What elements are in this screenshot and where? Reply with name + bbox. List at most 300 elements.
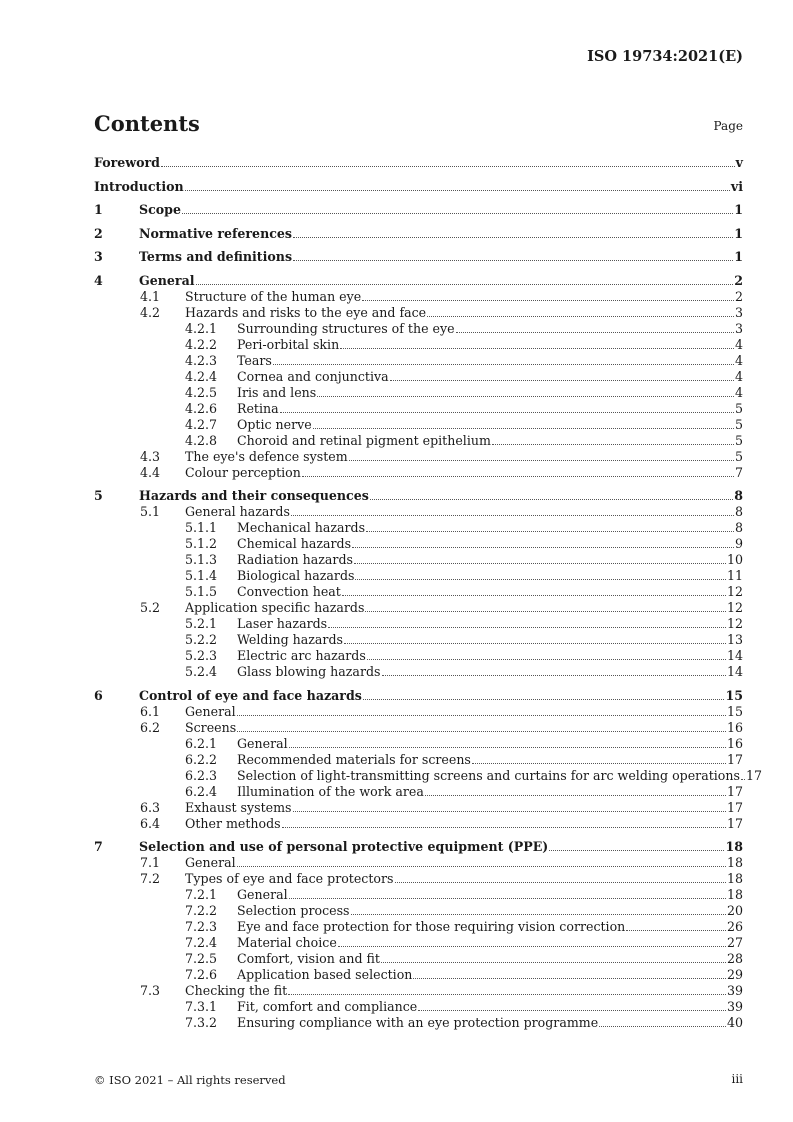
toc-entry[interactable] — [94, 155, 743, 171]
toc-entry-line — [237, 433, 743, 449]
toc-entry-number: 4 — [94, 272, 103, 288]
toc-entry-title: Ensuring compliance with an eye protection programme — [237, 1015, 599, 1030]
dot-leader — [355, 568, 726, 580]
toc-entry[interactable] — [94, 249, 743, 265]
toc-entry-page: 27 — [726, 935, 743, 950]
toc-entry-title: Biological hazards — [237, 568, 355, 583]
toc-entry-page: 15 — [726, 703, 743, 719]
toc-entry[interactable] — [94, 289, 743, 305]
toc-entry-number: 7.3 — [140, 983, 161, 998]
toc-entry-line — [237, 401, 743, 417]
toc-entry-line — [237, 1015, 743, 1031]
dot-leader — [237, 720, 726, 732]
toc-entry-title: Exhaust systems — [185, 799, 292, 815]
toc-entry[interactable] — [94, 887, 743, 903]
toc-entry-page: 17 — [726, 783, 743, 799]
toc-entry-page: 8 — [734, 520, 743, 535]
toc-entry-number: 6.2 — [140, 719, 161, 735]
toc-entry-title: Screens — [185, 719, 237, 735]
dot-leader — [418, 999, 726, 1011]
toc-entry-title: Scope — [139, 202, 181, 217]
toc-entry[interactable] — [94, 417, 743, 433]
toc-entry-title: General — [185, 703, 236, 719]
toc-entry-line — [237, 767, 762, 784]
toc-entry-line — [139, 226, 743, 242]
toc-entry-page: 1 — [734, 249, 743, 264]
toc-entry-page: 8 — [734, 488, 743, 503]
toc-entry-line — [94, 179, 743, 195]
toc-entry[interactable] — [94, 226, 743, 242]
toc-entry-page: 28 — [726, 951, 743, 966]
toc-entry-page: 2 — [734, 288, 743, 304]
toc-entry-title: Welding hazards — [237, 632, 343, 647]
dot-leader — [599, 1015, 726, 1027]
toc-entry-page: 17 — [726, 815, 743, 831]
toc-entry-number: 4.2.2 — [185, 336, 218, 352]
toc-entry-page: 29 — [726, 967, 743, 982]
toc-entry-line — [237, 919, 743, 935]
toc-entry-line — [237, 632, 743, 648]
dot-leader — [185, 179, 730, 191]
toc-entry[interactable] — [94, 967, 743, 983]
dot-leader — [626, 919, 726, 931]
toc-entry-page: 9 — [734, 536, 743, 551]
toc-entry-line — [237, 616, 743, 632]
toc-entry-line — [237, 999, 743, 1015]
dot-leader — [344, 632, 726, 644]
toc-entry[interactable] — [94, 983, 743, 999]
toc-entry[interactable] — [94, 720, 743, 736]
toc-entry-page: 12 — [726, 600, 743, 615]
toc-entry-number: 4.2.4 — [185, 368, 218, 384]
toc-entry[interactable] — [94, 202, 743, 218]
toc-entry[interactable] — [94, 767, 762, 784]
toc-entry[interactable] — [94, 871, 743, 887]
dot-leader — [366, 520, 734, 532]
toc-entry-number: 5.1.5 — [185, 584, 218, 599]
toc-entry-number: 5.2.4 — [185, 664, 218, 679]
toc-entry-line — [185, 600, 743, 616]
toc-entry[interactable] — [94, 273, 743, 289]
toc-entry-page: 2 — [734, 272, 743, 288]
toc-entry-page: 17 — [726, 799, 743, 815]
toc-entry-title: Checking the fit — [185, 983, 288, 998]
toc-entry-page: 16 — [726, 735, 743, 751]
toc-entry-page: 12 — [726, 616, 743, 631]
toc-entry-line — [237, 568, 743, 584]
dot-leader — [196, 273, 734, 285]
toc-entry-page: 15 — [725, 687, 743, 703]
toc-entry-number: 7.3.2 — [185, 1015, 218, 1030]
toc-entry-title: Chemical hazards — [237, 536, 352, 551]
toc-entry-number: 5.2 — [140, 600, 161, 615]
toc-entry-title: Control of eye and face hazards — [139, 687, 362, 703]
toc-entry-title: Comfort, vision and fit — [237, 951, 380, 966]
toc-entry[interactable] — [94, 385, 743, 401]
toc-entry[interactable] — [94, 688, 743, 704]
toc-entry-page: 17 — [745, 767, 762, 783]
toc-entry-title: Peri-orbital skin — [237, 336, 340, 352]
toc-entry-line — [237, 369, 743, 385]
toc-entry[interactable] — [94, 305, 743, 321]
toc-entry-number: 4.4 — [140, 464, 161, 480]
toc-entry-title: Fit, comfort and compliance — [237, 999, 418, 1014]
dot-leader — [367, 648, 726, 660]
dot-leader — [280, 401, 734, 413]
dot-leader — [161, 155, 735, 167]
toc-entry-line — [237, 337, 743, 353]
toc-entry-title: Eye and face protection for those requiring vision correction — [237, 919, 626, 934]
toc-entry-line — [237, 752, 743, 768]
dot-leader — [293, 800, 726, 812]
toc-entry-page: 14 — [726, 648, 743, 663]
toc-entry[interactable] — [94, 951, 743, 967]
dot-leader — [362, 289, 734, 301]
toc-entry-number: 7 — [94, 839, 103, 854]
toc-entry-page: 5 — [734, 432, 743, 448]
dot-leader — [472, 752, 726, 764]
toc-entry[interactable] — [94, 600, 743, 616]
toc-entry[interactable] — [94, 552, 743, 568]
toc-entry[interactable] — [94, 839, 743, 855]
dot-leader — [237, 704, 726, 716]
toc-entry-line — [185, 720, 743, 736]
toc-entry-number: 7.2.1 — [185, 887, 218, 902]
dot-leader — [352, 536, 734, 548]
toc-entry-line — [185, 800, 743, 816]
toc-entry[interactable] — [94, 664, 743, 680]
toc-entry[interactable] — [94, 536, 743, 552]
toc-entry-title: Selection of light-transmitting screens and curtains for arc welding operations — [237, 767, 740, 783]
toc-entry-page: vi — [730, 178, 743, 194]
toc-entry-number: 7.2 — [140, 871, 161, 886]
toc-entry-number: 4.2.7 — [185, 416, 218, 432]
toc-entry-line — [237, 648, 743, 664]
dot-leader — [237, 855, 726, 867]
toc-entry-page: 3 — [734, 320, 743, 336]
dot-leader — [365, 600, 726, 612]
toc-entry-page: 39 — [726, 999, 743, 1014]
dot-leader — [293, 249, 733, 261]
toc-entry-page: 8 — [734, 504, 743, 519]
toc-entry-title: Cornea and conjunctiva — [237, 368, 389, 384]
toc-entry-number: 5.2.3 — [185, 648, 218, 663]
footer-copyright: © ISO 2021 – All rights reserved — [94, 1073, 286, 1087]
toc-entry-line — [237, 736, 743, 752]
toc-entry[interactable] — [94, 999, 743, 1015]
toc-entry[interactable] — [94, 816, 743, 832]
toc-entry-title: General — [185, 855, 236, 870]
toc-entry-number: 5.1.3 — [185, 552, 218, 567]
toc-entry-page: 17 — [726, 751, 743, 767]
toc-entry-number: 6.3 — [140, 799, 161, 815]
dot-leader — [390, 369, 734, 381]
toc-entry-number: 7.2.6 — [185, 967, 218, 982]
toc-entry-page: 5 — [734, 400, 743, 416]
toc-entry-number: 7.2.3 — [185, 919, 218, 934]
toc-entry-number: 7.2.5 — [185, 951, 218, 966]
toc-entry[interactable] — [94, 919, 743, 935]
toc-entry-page: 13 — [726, 632, 743, 647]
toc-entry-title: Terms and definitions — [139, 249, 293, 264]
toc-entry[interactable] — [94, 488, 743, 504]
toc-entry-line — [237, 321, 743, 337]
toc-entry-page: 7 — [734, 464, 743, 480]
dot-leader — [302, 465, 734, 477]
toc-entry-line — [237, 584, 743, 600]
toc-entry-page: 18 — [726, 887, 743, 902]
toc-entry-title: Convection heat — [237, 584, 341, 599]
toc-entry[interactable] — [94, 179, 743, 195]
toc-entry-page: 1 — [734, 202, 743, 217]
toc-entry-number: 4.1 — [140, 288, 161, 304]
toc-entry-number: 4.2 — [140, 304, 161, 320]
toc-entry-line — [94, 155, 743, 171]
toc-entry-title: Glass blowing hazards — [237, 664, 381, 679]
toc-entry-number: 5.2.2 — [185, 632, 218, 647]
toc-entry-title: Other methods — [185, 815, 281, 831]
toc-entry-number: 7.3.1 — [185, 999, 218, 1014]
toc-entry[interactable] — [94, 903, 743, 919]
toc-entry[interactable] — [94, 520, 743, 536]
toc-entry[interactable] — [94, 784, 743, 800]
toc-entry-number: 6.2.4 — [185, 783, 218, 799]
dot-leader — [492, 433, 734, 445]
toc-entry-line — [139, 688, 743, 704]
toc-entry-title: Hazards and risks to the eye and face — [185, 304, 427, 320]
toc-entry[interactable] — [94, 337, 743, 353]
toc-entry-number: 5 — [94, 488, 103, 503]
toc-entry-line — [185, 305, 743, 321]
dot-leader — [354, 552, 726, 564]
toc-entry[interactable] — [94, 616, 743, 632]
toc-entry[interactable] — [94, 465, 743, 481]
toc-entry[interactable] — [94, 321, 743, 337]
toc-entry-line — [139, 249, 743, 265]
footer-page-number: iii — [731, 1072, 743, 1086]
toc-entry-number: 7.2.2 — [185, 903, 218, 918]
toc-entry-number: 4.2.6 — [185, 400, 218, 416]
table-of-contents — [94, 155, 762, 1031]
toc-entry-page: 18 — [726, 855, 743, 870]
toc-entry-title: Laser hazards — [237, 616, 328, 631]
toc-entry-page: 5 — [734, 448, 743, 464]
toc-entry-number: 4.2.3 — [185, 352, 218, 368]
toc-entry-line — [185, 504, 743, 520]
toc-entry-page: 40 — [726, 1015, 743, 1030]
toc-entry[interactable] — [94, 704, 743, 720]
toc-entry-line — [237, 552, 743, 568]
toc-entry-page: 18 — [726, 871, 743, 886]
toc-entry[interactable] — [94, 401, 743, 417]
toc-entry-title: Selection process — [237, 903, 350, 918]
toc-entry-title: Mechanical hazards — [237, 520, 366, 535]
toc-entry[interactable] — [94, 369, 743, 385]
toc-entry-number: 2 — [94, 225, 103, 241]
toc-entry-title: Illumination of the work area — [237, 783, 424, 799]
toc-entry-number: 3 — [94, 249, 103, 264]
toc-entry-title: Optic nerve — [237, 416, 312, 432]
toc-entry-page: 20 — [726, 903, 743, 918]
dot-leader — [293, 226, 733, 238]
toc-entry-title: Introduction — [94, 178, 184, 194]
toc-entry-title: General — [139, 272, 195, 288]
toc-entry-page: 1 — [734, 225, 743, 241]
toc-entry[interactable] — [94, 433, 743, 449]
toc-entry-line — [237, 903, 743, 919]
toc-entry-page: 39 — [726, 983, 743, 998]
toc-entry-line — [185, 871, 743, 887]
toc-entry-title: Normative references — [139, 225, 293, 241]
toc-entry[interactable] — [94, 584, 743, 600]
toc-entry-line — [139, 488, 743, 504]
toc-entry-line — [237, 967, 743, 983]
toc-entry-line — [237, 664, 743, 680]
toc-entry-line — [185, 855, 743, 871]
dot-leader — [289, 887, 726, 899]
toc-entry[interactable] — [94, 648, 743, 664]
toc-entry[interactable] — [94, 800, 743, 816]
toc-entry-line — [139, 202, 743, 218]
dot-leader — [317, 385, 734, 397]
toc-entry-page: 5 — [734, 416, 743, 432]
toc-entry-line — [237, 935, 743, 951]
contents-title: Contents — [94, 111, 200, 136]
toc-entry-number: 6.2.3 — [185, 767, 218, 783]
toc-entry-page: 4 — [734, 384, 743, 400]
toc-entry-line — [185, 816, 743, 832]
toc-entry-number: 6 — [94, 687, 103, 703]
dot-leader — [425, 784, 726, 796]
toc-entry-page: 4 — [734, 336, 743, 352]
toc-entry-page: 16 — [726, 719, 743, 735]
toc-entry-title: Recommended materials for screens — [237, 751, 471, 767]
dot-leader — [456, 321, 734, 333]
toc-entry-title: General — [237, 735, 288, 751]
toc-entry-page: 10 — [726, 552, 743, 567]
dot-leader — [340, 337, 734, 349]
dot-leader — [427, 305, 734, 317]
dot-leader — [363, 688, 725, 700]
toc-entry-number: 6.4 — [140, 815, 161, 831]
toc-entry-title: Choroid and retinal pigment epithelium — [237, 432, 491, 448]
toc-entry-number: 6.2.2 — [185, 751, 218, 767]
toc-entry-title: Types of eye and face protectors — [185, 871, 394, 886]
toc-entry-title: Material choice — [237, 935, 337, 950]
toc-entry-number: 4.2.1 — [185, 320, 218, 336]
toc-entry-line — [237, 784, 743, 800]
toc-entry[interactable] — [94, 449, 743, 465]
toc-entry-number: 5.1.2 — [185, 536, 218, 551]
toc-entry-title: Structure of the human eye — [185, 288, 362, 304]
toc-entry-line — [139, 839, 743, 855]
toc-entry-title: Iris and lens — [237, 384, 317, 400]
dot-leader — [282, 816, 726, 828]
dot-leader — [395, 871, 726, 883]
toc-entry[interactable] — [94, 504, 743, 520]
dot-leader — [289, 736, 726, 748]
toc-entry[interactable] — [94, 1015, 743, 1031]
toc-entry-page: 12 — [726, 584, 743, 599]
document-id: ISO 19734:2021(E) — [587, 48, 743, 65]
toc-entry-number: 7.2.4 — [185, 935, 218, 950]
toc-entry-line — [185, 449, 743, 465]
toc-entry-line — [237, 417, 743, 433]
toc-entry-page: 11 — [726, 568, 743, 583]
toc-entry-number: 4.3 — [140, 448, 161, 464]
toc-entry-line — [237, 353, 743, 369]
toc-entry-number: 6.1 — [140, 703, 161, 719]
toc-entry-title: Retina — [237, 400, 279, 416]
toc-entry-title: Colour perception — [185, 464, 301, 480]
toc-entry-line — [237, 951, 743, 967]
toc-entry[interactable] — [94, 568, 743, 584]
toc-entry-title: Electric arc hazards — [237, 648, 366, 663]
toc-entry-number: 5.1.1 — [185, 520, 218, 535]
dot-leader — [370, 488, 733, 500]
dot-leader — [549, 839, 724, 851]
dot-leader — [381, 951, 726, 963]
toc-entry-number: 7.1 — [140, 855, 161, 870]
dot-leader — [328, 616, 726, 628]
toc-entry-page: 4 — [734, 368, 743, 384]
toc-entry[interactable] — [94, 736, 743, 752]
toc-entry-number: 5.2.1 — [185, 616, 218, 631]
dot-leader — [338, 935, 726, 947]
toc-entry-page: 26 — [726, 919, 743, 934]
page-column-label: Page — [713, 119, 743, 133]
toc-entry-page: 14 — [726, 664, 743, 679]
toc-entry[interactable] — [94, 353, 743, 369]
toc-entry-title: The eye's defence system — [185, 448, 348, 464]
toc-entry[interactable] — [94, 935, 743, 951]
toc-entry-title: General — [237, 887, 288, 902]
toc-entry-title: Surrounding structures of the eye — [237, 320, 455, 336]
dot-leader — [273, 353, 734, 365]
dot-leader — [342, 584, 726, 596]
toc-entry-line — [185, 289, 743, 305]
dot-leader — [351, 903, 726, 915]
toc-entry-line — [185, 983, 743, 999]
dot-leader — [382, 664, 726, 676]
toc-entry-line — [237, 385, 743, 401]
toc-entry-number: 4.2.5 — [185, 384, 218, 400]
toc-entry-page: v — [735, 155, 743, 170]
toc-entry-title: Radiation hazards — [237, 552, 353, 567]
toc-entry-number: 6.2.1 — [185, 735, 218, 751]
toc-entry-number: 5.1.4 — [185, 568, 218, 583]
toc-entry-number: 1 — [94, 202, 103, 217]
dot-leader — [741, 768, 745, 780]
toc-entry-title: Application specific hazards — [185, 600, 365, 615]
toc-entry-title: Application based selection — [237, 967, 413, 982]
toc-entry-page: 3 — [734, 304, 743, 320]
toc-entry[interactable] — [94, 855, 743, 871]
dot-leader — [288, 983, 726, 995]
toc-entry-title: Selection and use of personal protective equipment (PPE) — [139, 839, 549, 854]
toc-entry-line — [185, 465, 743, 481]
toc-entry-page: 4 — [734, 352, 743, 368]
toc-entry-line — [237, 536, 743, 552]
toc-entry-line — [185, 704, 743, 720]
dot-leader — [413, 967, 726, 979]
toc-entry[interactable] — [94, 752, 743, 768]
toc-entry[interactable] — [94, 632, 743, 648]
toc-entry-line — [237, 887, 743, 903]
dot-leader — [313, 417, 734, 429]
dot-leader — [349, 449, 734, 461]
toc-entry-number: 5.1 — [140, 504, 161, 519]
